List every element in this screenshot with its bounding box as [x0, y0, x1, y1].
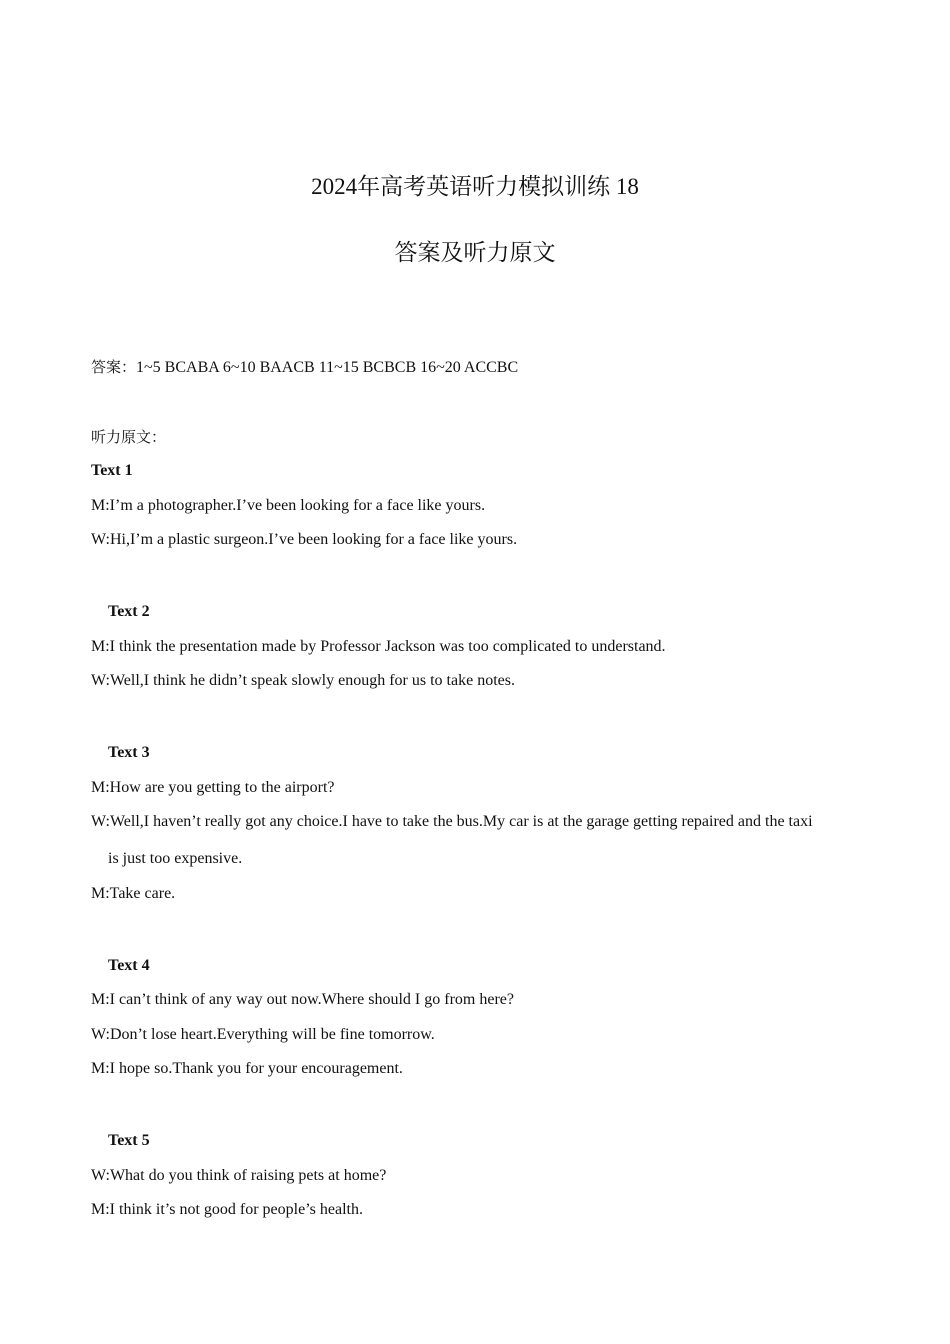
transcript-line: W:What do you think of raising pets at home?	[91, 1167, 387, 1184]
text-2-title: Text 2	[108, 603, 150, 620]
answers-line	[91, 357, 518, 378]
transcript-line: M:I’m a photographer.I’ve been looking for a face like yours.	[91, 497, 486, 514]
transcript-line: W:Hi,I’m a plastic surgeon.I’ve been looking for a face like yours.	[91, 531, 518, 548]
transcript-line: M:I think the presentation made by Professor Jackson was too complicated to understand.	[91, 638, 666, 655]
transcript-line: M:I think it’s not good for people’s health.	[91, 1201, 363, 1218]
transcript-line: W:Don’t lose heart.Everything will be fine tomorrow.	[91, 1026, 435, 1043]
transcript-line: M:I hope so.Thank you for your encouragement.	[91, 1060, 403, 1077]
answers-label: 答案：	[91, 358, 137, 376]
transcript-line: W:Well,I haven’t really got any choice.I have to take the bus.My car is at the garage getting repaired and the taxi	[91, 813, 813, 830]
document-title: 2024年高考英语听力模拟训练 18	[311, 174, 639, 199]
answers-text: 1~5 BCABA 6~10 BAACB 11~15 BCBCB 16~20 ACCBC	[136, 359, 519, 376]
transcript-line: M:I can’t think of any way out now.Where should I go from here?	[91, 991, 514, 1008]
transcript-line: M:How are you getting to the airport?	[91, 779, 335, 796]
text-4-title: Text 4	[108, 957, 150, 974]
transcript-line: M:Take care.	[91, 885, 176, 902]
transcript-heading: 听力原文：	[91, 428, 167, 446]
transcript-line: W:Well,I think he didn’t speak slowly enough for us to take notes.	[91, 672, 515, 689]
text-5-title: Text 5	[108, 1132, 150, 1149]
document-subtitle: 答案及听力原文	[394, 240, 556, 265]
text-1-title: Text 1	[91, 462, 133, 479]
transcript-line-continuation: is just too expensive.	[108, 850, 243, 867]
text-3-title: Text 3	[108, 744, 150, 761]
